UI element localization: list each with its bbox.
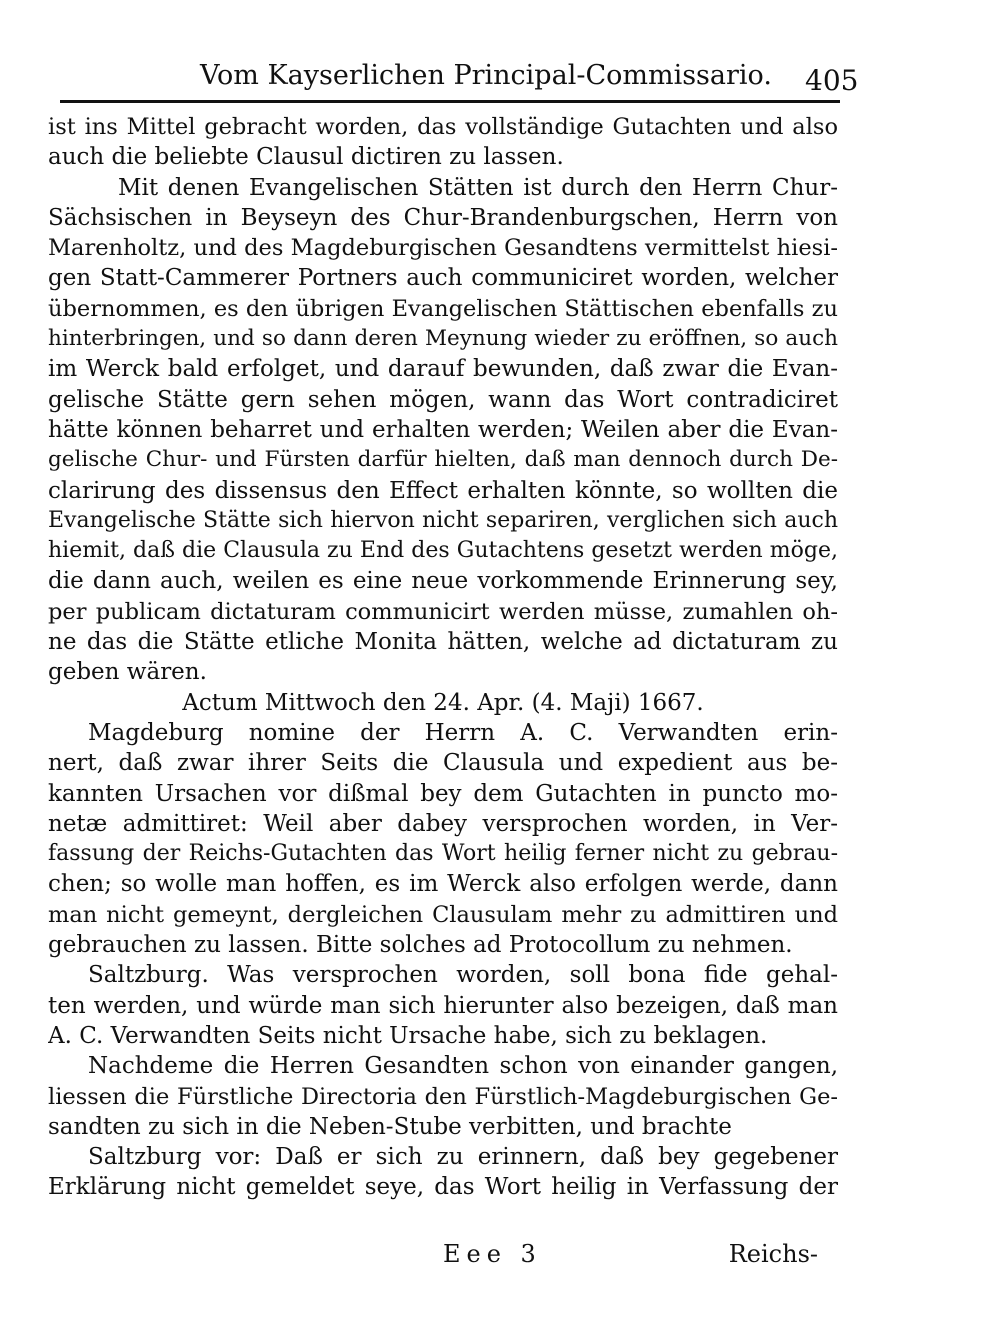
section-heading: Actum Mittwoch den 24. Apr. (4. Maji) 1667. [182,689,704,716]
text-line: auch die beliebte Clausul dictiren zu lassen. [48,144,564,171]
text-line: ne das die Stätte etliche Monita hätten, welche ad dictaturam zu [48,629,838,656]
text-line: Magdeburg nomine der Herrn A. C. Verwandten erin- [88,719,838,746]
text-line: Marenholtz, und des Magdeburgischen Gesandtens vermittelst hiesi- [48,235,838,262]
text-line: Saltzburg. Was versprochen worden, soll bona fide gehal- [88,962,838,989]
running-title: Vom Kayserlichen Principal-Commissario. [200,60,772,91]
header-rule [60,100,840,103]
text-line: hätte können beharret und erhalten werden; Weilen aber die Evan- [48,416,838,443]
text-line: clarirung des dissensus den Effect erhalten könnte, so wollten die [48,477,838,504]
text-line: gelische Stätte gern sehen mögen, wann das Wort contradiciret [48,386,838,413]
text-line: Nachdeme die Herren Gesandten schon von einander gangen, [88,1053,838,1080]
text-line: liessen die Fürstliche Directoria den Fürstlich-Magdeburgischen Ge- [48,1083,838,1110]
text-line: geben wären. [48,659,207,686]
text-line: Erklärung nicht gemeldet seye, das Wort heilig in Verfassung der [48,1174,838,1201]
text-line: Sächsischen in Beyseyn des Chur-Brandenburgschen, Herrn von [48,204,838,231]
text-line: sandten zu sich in die Neben-Stube verbitten, und brachte [48,1113,732,1140]
text-line: im Werck bald erfolget, und darauf bewunden, daß zwar die Evan- [48,356,838,383]
text-line: A. C. Verwandten Seits nicht Ursache habe, sich zu beklagen. [48,1022,768,1049]
page-number: 405 [805,64,859,97]
signature-mark: Eee 3 [443,1240,542,1268]
text-line: fassung der Reichs-Gutachten das Wort heilig ferner nicht zu gebrau- [48,841,838,867]
text-line: gelische Chur- und Fürsten darfür hielten, daß man dennoch durch De- [48,447,838,473]
text-line: übernommen, es den übrigen Evangelischen Stättischen ebenfalls zu [48,295,838,322]
text-line: die dann auch, weilen es eine neue vorkommende Erinnerung sey, [48,568,838,595]
page-footer [48,1240,838,1272]
text-line: kannten Ursachen vor dißmal bey dem Gutachten in puncto mo- [48,780,838,807]
text-line: ten werden, und würde man sich hierunter also bezeigen, daß man [48,992,838,1019]
body-text [48,112,838,1203]
text-line: gen Statt-Cammerer Portners auch communiciret worden, welcher [48,265,838,292]
text-line: Saltzburg vor: Daß er sich zu erinnern, daß bey gegebener [88,1144,838,1171]
text-line: Evangelische Stätte sich hiervon nicht separiren, verglichen sich auch [48,507,838,533]
catchword: Reichs- [728,1240,818,1268]
text-line: chen; so wolle man hoffen, es im Werck also erfolgen werde, dann [48,871,838,898]
text-line: hiemit, daß die Clausula zu End des Gutachtens gesetzt werden möge, [48,538,838,564]
text-line: netæ admittiret: Weil aber dabey versprochen worden, in Ver- [48,810,838,837]
text-line: ist ins Mittel gebracht worden, das vollständige Gutachten und also [48,114,838,140]
text-line: man nicht gemeynt, dergleichen Clausulam mehr zu admittiren und [48,901,838,928]
text-line: gebrauchen zu lassen. Bitte solches ad Protocollum zu nehmen. [48,932,793,959]
text-line: Mit denen Evangelischen Stätten ist durch den Herrn Chur- [118,174,838,201]
text-line: per publicam dictaturam communicirt werden müsse, zumahlen oh- [48,598,838,625]
text-line: hinterbringen, und so dann deren Meynung wieder zu eröffnen, so auch [48,326,838,352]
text-line: nert, daß zwar ihrer Seits die Clausula und expedient aus be- [48,750,838,777]
